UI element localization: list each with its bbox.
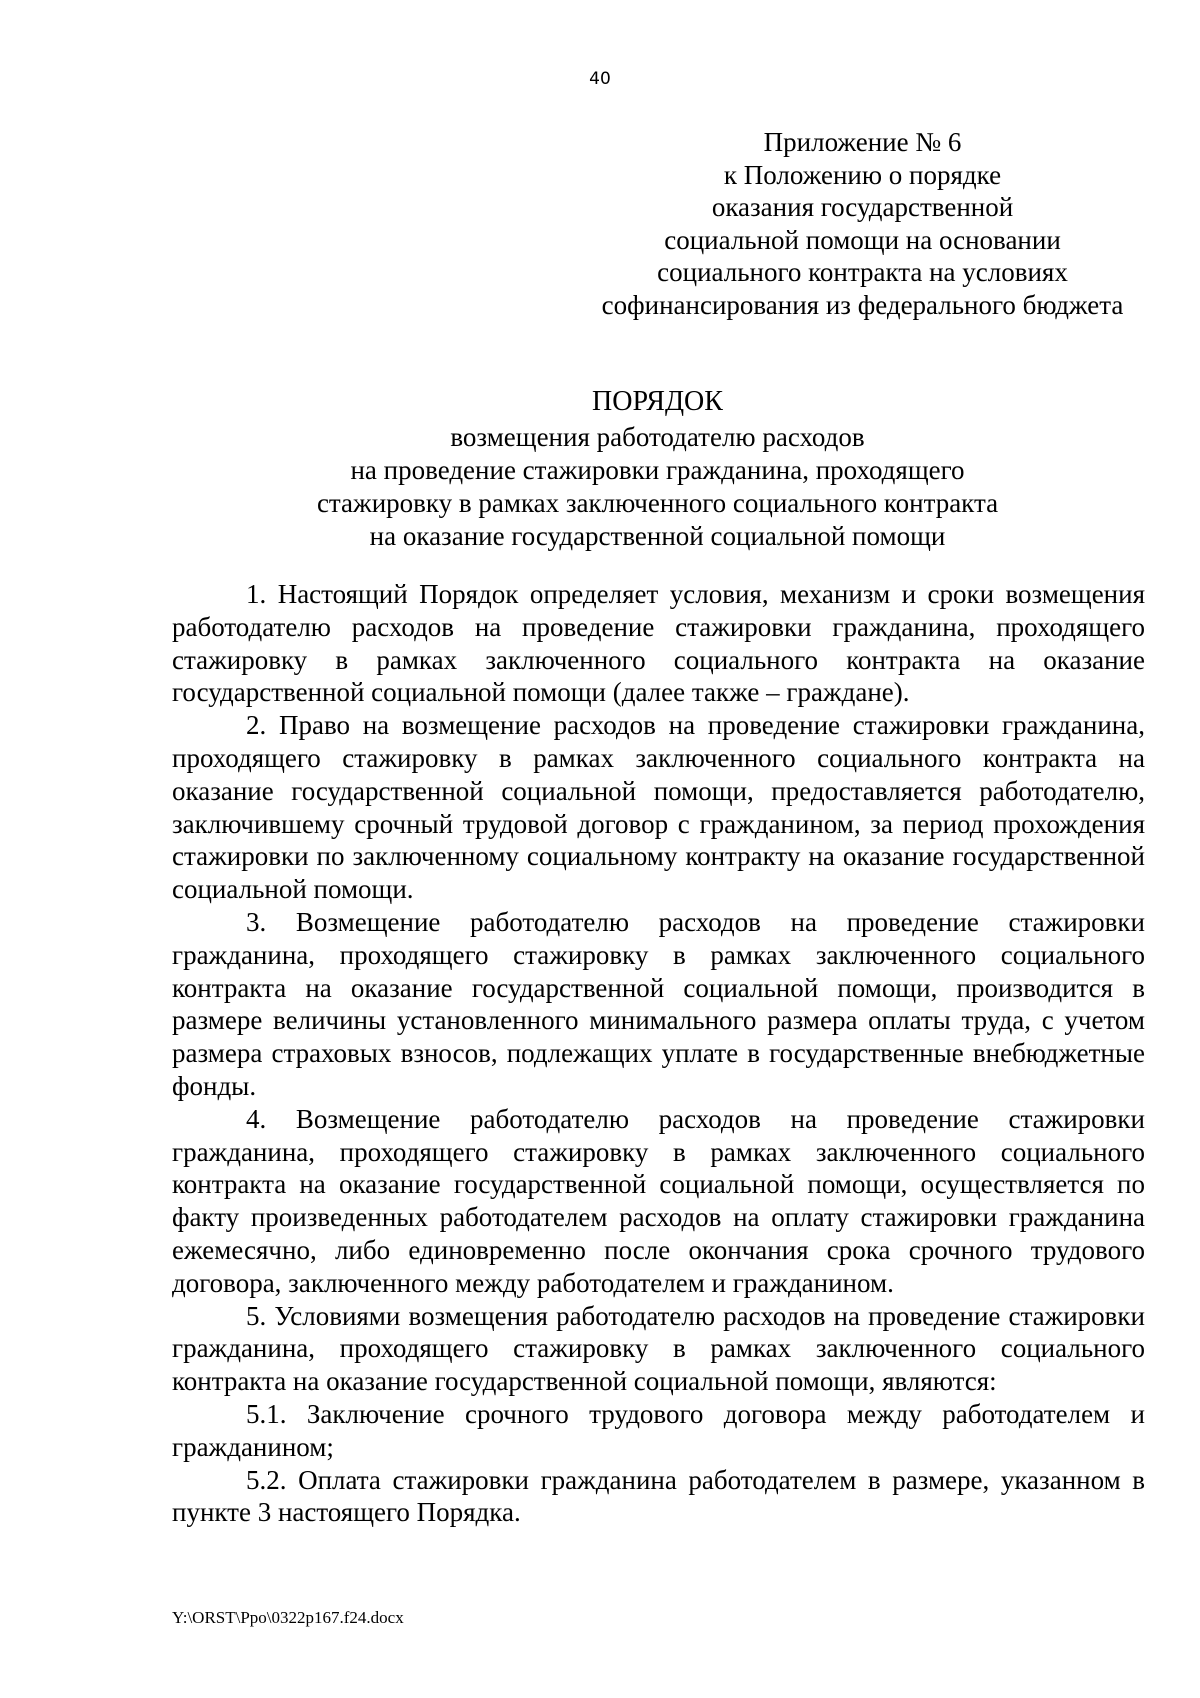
appendix-line: социального контракта на условиях (657, 257, 1068, 287)
document-title-block (170, 385, 1145, 553)
document-subtitle-line: стажировку в рамках заключенного социального контракта (316, 488, 999, 518)
paragraph-5-2: 5.2. Оплата стажировки гражданина работодателем в размере, указанном в пункте 3 настоящего Порядка. (172, 1464, 1145, 1528)
document-body (172, 578, 1145, 1529)
paragraph-2: 2. Право на возмещение расходов на проведение стажировки гражданина, проходящего стажировку в рамках заключенного социального контракта на оказание государственной социальной помощи, предоставляется работодателю, заключившему срочный трудовой договор с гражданином, за период прохождения стажировки по заключенному социальному контракту на оказание государственной социальной помощи. (172, 710, 1145, 905)
footer-file-path: Y:\ORST\Ppo\0322p167.f24.docx (172, 1608, 404, 1627)
appendix-line: социальной помощи на основании (664, 224, 1061, 255)
page-number: 40 (589, 69, 611, 89)
document-subtitle-line: на оказание государственной социальной помощи (369, 521, 946, 551)
appendix-line: софинансирования из федерального бюджета (601, 289, 1124, 320)
paragraph-4: 4. Возмещение работодателю расходов на проведение стажировки гражданина, проходящего стажировку в рамках заключенного социального контракта на оказание государственной социальной помощи, осуществляется по факту произведенных работодателем расходов на оплату стажировки гражданина ежемесячно, либо единовременно после окончания срока срочного трудового договора, заключенного между работодателем и гражданином. (172, 1103, 1145, 1298)
appendix-header (590, 126, 1135, 321)
paragraph-3: 3. Возмещение работодателю расходов на проведение стажировки гражданина, проходящего стажировку в рамках заключенного социального контракта на оказание государственной социальной помощи, производится в размере величины установленного минимального размера оплаты труда, с учетом размера страховых взносов, подлежащих уплате в государственные внебюджетные фонды. (172, 906, 1145, 1101)
document-title: ПОРЯДОК (592, 386, 723, 417)
appendix-line: к Положению о порядке (723, 159, 1002, 190)
appendix-line: Приложение № 6 (763, 127, 962, 157)
appendix-line: оказания государственной (711, 192, 1014, 222)
paragraph-5-1: 5.1. Заключение срочного трудового договора между работодателем и гражданином; (172, 1398, 1145, 1462)
paragraph-5: 5. Условиями возмещения работодателю расходов на проведение стажировки гражданина, проходящего стажировку в рамках заключенного социального контракта на оказание государственной социальной помощи, являются: (172, 1300, 1145, 1397)
document-subtitle-line: на проведение стажировки гражданина, проходящего (350, 455, 965, 485)
paragraph-1: 1. Настоящий Порядок определяет условия, механизм и сроки возмещения работодателю расходов на проведение стажировки гражданина, проходящего стажировку в рамках заключенного социального контракта на оказание государственной социальной помощи (далее также – граждане). (172, 579, 1145, 708)
document-subtitle-line: возмещения работодателю расходов (450, 422, 865, 452)
